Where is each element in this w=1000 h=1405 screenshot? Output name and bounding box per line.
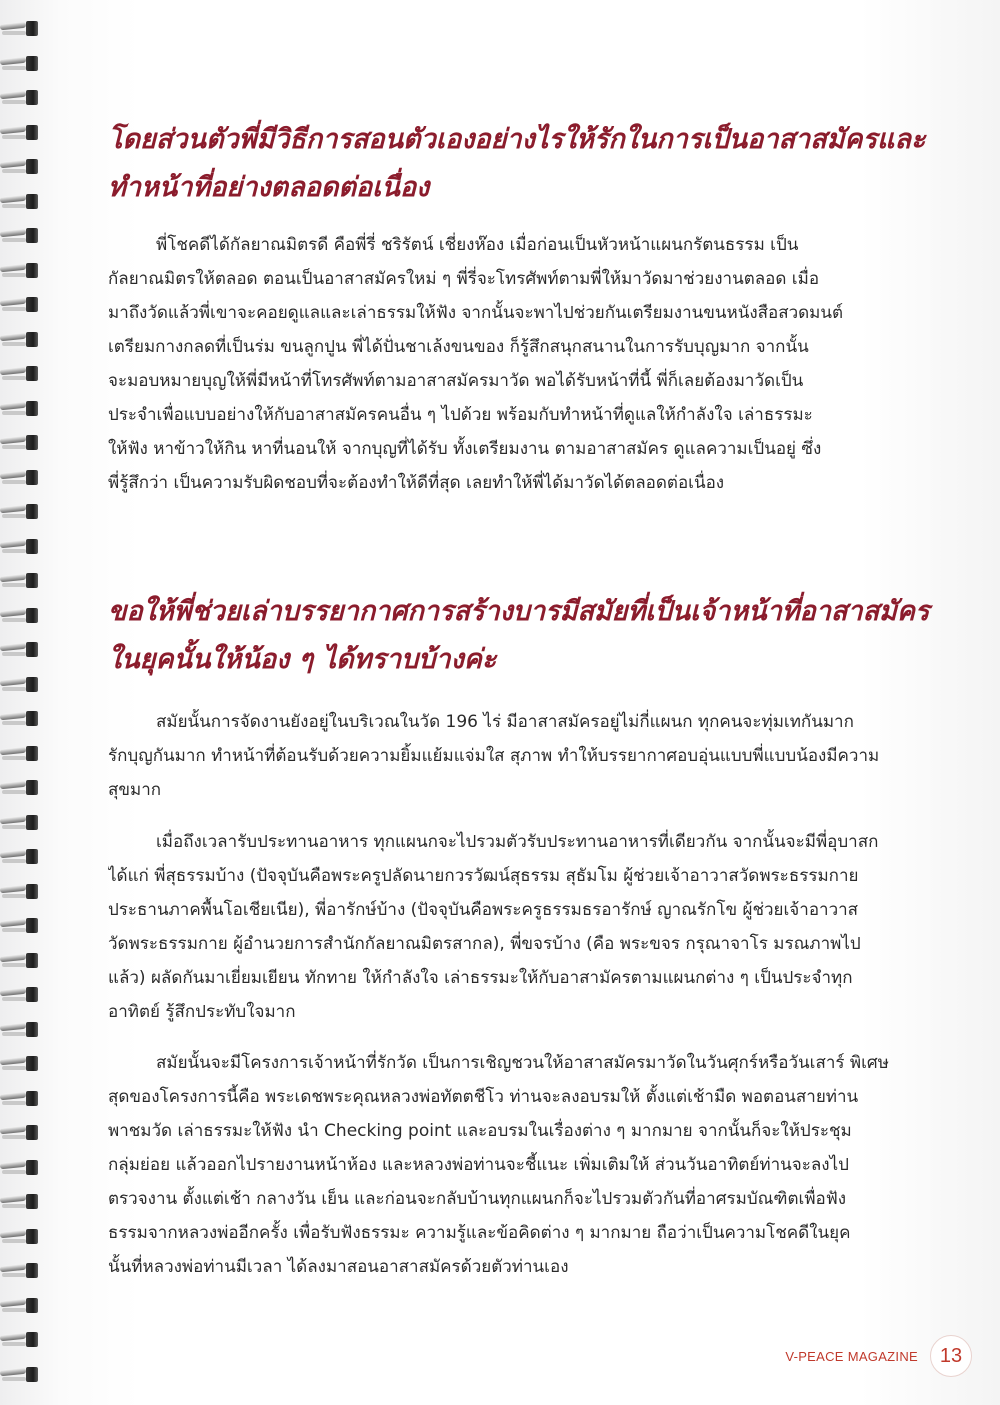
binding-ring (0, 952, 40, 970)
heading-line: ทำหน้าที่อย่างตลอดต่อเนื่อง (108, 172, 430, 203)
text-line: รักบุญกันมาก ทำหน้าที่ต้อนรับด้วยความยิ้มแย้มแจ่มใส สุภาพ ทำให้บรรยากาศอบอุ่นแบบพี่แบบน้องมีความ (108, 746, 880, 766)
binding-ring (0, 883, 40, 901)
text-line: พี่รู้สึกว่า เป็นความรับผิดชอบที่จะต้องทำให้ดีที่สุด เลยทำให้พี่ได้มาวัดได้ตลอดต่อเนื่อง (108, 473, 725, 493)
binding-ring (0, 331, 40, 349)
text-line: สุดของโครงการนี้คือ พระเดชพระคุณหลวงพ่อทัตตชีโว ท่านจะลงอบรมให้ ตั้งแต่เช้ามืด พอตอนสายท่าน (108, 1087, 859, 1107)
text-line: สมัยนั้นการจัดงานยังอยู่ในบริเวณในวัด 196 ไร่ มีอาสาสมัครอยู่ไม่กี่แผนก ทุกคนจะทุ่มเทกันมาก (156, 712, 854, 732)
binding-ring (0, 124, 40, 142)
binding-ring (0, 572, 40, 590)
text-line: ประธานภาคพื้นโอเชียเนีย), พี่อารักษ์บ้าง (ปัจจุบันคือพระครูธรรมธรอารักษ์ ญาณรักโข ผู้ช่วยเจ้าอาวาส (108, 900, 859, 920)
binding-ring (0, 676, 40, 694)
binding-ring (0, 193, 40, 211)
text-line: สมัยนั้นจะมีโครงการเจ้าหน้าที่รักวัด เป็นการเชิญชวนให้อาสาสมัครมาวัดในวันศุกร์หรือวันเสาร์ พิเศษ (156, 1053, 889, 1073)
binding-ring (0, 538, 40, 556)
binding-ring (0, 469, 40, 487)
binding-ring (0, 262, 40, 280)
heading-line: ขอให้พี่ช่วยเล่าบรรยากาศการสร้างบารมีสมัยที่เป็นเจ้าหน้าที่อาสาสมัคร (108, 596, 930, 627)
binding-ring (0, 745, 40, 763)
text-line: นั้นที่หลวงพ่อท่านมีเวลา ได้ลงมาสอนอาสาสมัครด้วยตัวท่านเอง (108, 1257, 569, 1277)
binding-ring (0, 1090, 40, 1108)
binding-ring (0, 89, 40, 107)
magazine-name: V-PEACE MAGAZINE (785, 1349, 918, 1364)
page-footer (750, 1335, 1000, 1375)
binding-ring (0, 1366, 40, 1384)
section-2-paragraph-1 (108, 705, 920, 807)
binding-ring (0, 1021, 40, 1039)
binding-ring (0, 814, 40, 832)
text-line: กัลยาณมิตรให้ตลอด ตอนเป็นอาสาสมัครใหม่ ๆ พี่รี่จะโทรศัพท์ตามพี่ให้มาวัดมาช่วยงานตลอด เมื่อ (108, 269, 820, 289)
text-line: อาทิตย์ รู้สึกประทับใจมาก (108, 1002, 296, 1022)
binding-ring (0, 607, 40, 625)
binding-ring (0, 158, 40, 176)
page-number: 13 (930, 1335, 972, 1377)
binding-ring (0, 1124, 40, 1142)
binding-ring (0, 434, 40, 452)
text-line: ธรรมจากหลวงพ่ออีกครั้ง เพื่อรับฟังธรรมะ ความรู้และข้อคิดต่าง ๆ มากมาย ถือว่าเป็นความโชคดีในยุค (108, 1223, 851, 1243)
text-line: เตรียมกางกลดที่เป็นร่ม ขนลูกปูน พี่ได้ปั่นชาเล้งขนของ ก็รู้สึกสนุกสนานในการรับบุญมาก จากนั้น (108, 337, 809, 357)
binding-ring (0, 503, 40, 521)
binding-ring (0, 400, 40, 418)
text-line: เมื่อถึงเวลารับประทานอาหาร ทุกแผนกจะไปรวมตัวรับประทานอาหารที่เดียวกัน จากนั้นจะมีพี่อุบาสก (156, 832, 879, 852)
binding-ring (0, 227, 40, 245)
text-line: พาชมวัด เล่าธรรมะให้ฟัง นำ Checking point และอบรมในเรื่องต่าง ๆ มากมาย จากนั้นก็จะให้ประชุม (108, 1121, 852, 1141)
binding-ring (0, 710, 40, 728)
section-2-paragraph-2 (108, 825, 920, 1029)
text-line: จะมอบหมายบุญให้พี่มีหน้าที่โทรศัพท์ตามอาสาสมัครมาวัด พอได้รับหน้าที่นี้ พี่ก็เลยต้องมาวัดเป็น (108, 371, 804, 391)
binding-ring (0, 641, 40, 659)
section-2-paragraph-3 (108, 1046, 920, 1284)
text-line: ให้ฟัง หาข้าวให้กิน หาที่นอนให้ จากบุญที่ได้รับ ทั้งเตรียมงาน ตามอาสาสมัคร ดูแลความเป็นอยู่ ซึ่ง (108, 439, 822, 459)
text-line: ตรวจงาน ตั้งแต่เช้า กลางวัน เย็น และก่อนจะกลับบ้านทุกแผนกก็จะไปรวมตัวกันที่อาศรมบัณฑิตเพื่อฟัง (108, 1189, 847, 1209)
spiral-binding (0, 20, 42, 1390)
text-line: ประจำเพื่อแบบอย่างให้กับอาสาสมัครคนอื่น ๆ ไปด้วย พร้อมกับทำหน้าที่ดูแลให้กำลังใจ เล่าธรรมะ (108, 405, 813, 425)
text-line: แล้ว) ผลัดกันมาเยี่ยมเยียน ทักทาย ให้กำลังใจ เล่าธรรมะให้กับอาสามัครตามแผนกต่าง ๆ เป็นประจำทุก (108, 968, 853, 988)
text-line: วัดพระธรรมกาย ผู้อำนวยการสำนักกัลยาณมิตรสากล), พี่ขจรบ้าง (คือ พระขจร กรุณาจาโร มรณภาพไป (108, 934, 861, 954)
binding-ring (0, 1193, 40, 1211)
section-1-paragraph (108, 228, 920, 500)
text-line: มาถึงวัดแล้วพี่เขาจะคอยดูแลและเล่าธรรมให้ฟัง จากนั้นจะพาไปช่วยกันเตรียมงานขนหนังสือสวดมนต์ (108, 303, 844, 323)
binding-ring (0, 1228, 40, 1246)
section-2-heading (108, 588, 938, 684)
binding-ring (0, 296, 40, 314)
binding-ring (0, 1331, 40, 1349)
binding-ring (0, 55, 40, 73)
binding-ring (0, 1159, 40, 1177)
binding-ring (0, 365, 40, 383)
binding-ring (0, 986, 40, 1004)
text-line: สุขมาก (108, 780, 162, 800)
binding-ring (0, 1055, 40, 1073)
text-line: กลุ่มย่อย แล้วออกไปรายงานหน้าห้อง และหลวงพ่อท่านจะชี้แนะ เพิ่มเติมให้ ส่วนวันอาทิตย์ท่านจะลงไป (108, 1155, 849, 1175)
heading-line: โดยส่วนตัวพี่มีวิธีการสอนตัวเองอย่างไรให้รักในการเป็นอาสาสมัครและ (108, 124, 926, 155)
binding-ring (0, 917, 40, 935)
heading-line: ในยุคนั้นให้น้อง ๆ ได้ทราบบ้างค่ะ (108, 644, 497, 675)
binding-ring (0, 1262, 40, 1280)
text-line: ได้แก่ พี่สุธรรมบ้าง (ปัจจุบันคือพระครูปลัดนายกวรวัฒน์สุธรรม สุธัมโม ผู้ช่วยเจ้าอาวาสวัดพระธรรมกาย (108, 866, 859, 886)
binding-ring (0, 20, 40, 38)
text-line: พี่โชคดีได้กัลยาณมิตรดี คือพี่รี่ ชริรัตน์ เชี่ยงห๊อง เมื่อก่อนเป็นหัวหน้าแผนกรัตนธรรม เป็น (156, 235, 799, 255)
binding-ring (0, 848, 40, 866)
binding-ring (0, 779, 40, 797)
section-1-heading (108, 116, 938, 212)
binding-ring (0, 1297, 40, 1315)
